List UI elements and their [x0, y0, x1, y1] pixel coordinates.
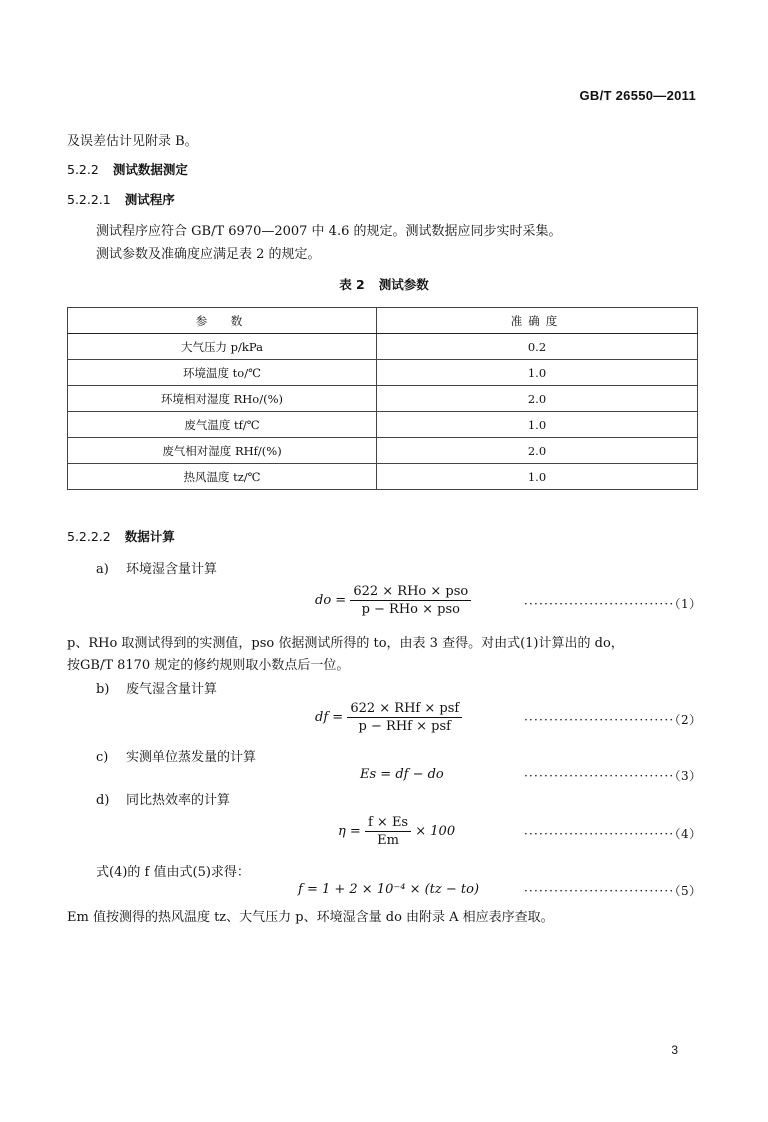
leader-dots: ······························ [524, 597, 675, 611]
page-number: 3 [671, 1043, 678, 1057]
section-5-2-2-heading [67, 160, 188, 178]
paragraph-e1-note-line-2: 按GB/T 8170 规定的修约规则取小数点后一位。 [67, 658, 350, 673]
item-label: a) [96, 562, 109, 577]
numerator: 622 × RHf × psf [347, 701, 462, 718]
cell-parameter: 环境温度 to/℃ [68, 360, 377, 386]
cell-parameter: 热风温度 tz/℃ [68, 464, 377, 490]
section-number: 5.2.2.1 [67, 192, 111, 207]
equation-1-number: ······························（1） [524, 597, 702, 611]
cell-accuracy: 0.2 [377, 334, 698, 360]
header-accuracy: 准确度 [377, 308, 698, 334]
table-row [68, 464, 698, 490]
paragraph-e1-note-line-1: p、RHo 取测试得到的实测值，pso 依据测试所得的 to，由表 3 查得。对由式(1)计算出的 do， [67, 636, 624, 651]
item-label: d) [96, 793, 110, 808]
list-item-a [96, 558, 217, 577]
item-text: 废气湿含量计算 [126, 682, 218, 697]
cell-accuracy: 2.0 [377, 438, 698, 464]
cell-parameter: 废气相对湿度 RHf/(%) [68, 438, 377, 464]
cell-accuracy: 1.0 [377, 464, 698, 490]
fraction [350, 584, 471, 617]
fraction [365, 815, 411, 848]
paragraph-before-e5: 式(4)的 f 值由式(5)求得： [96, 865, 250, 880]
section-title: 数据计算 [124, 529, 175, 544]
equation-2 [315, 701, 462, 734]
cell-parameter: 大气压力 p/kPa [68, 334, 377, 360]
cell-accuracy: 1.0 [377, 412, 698, 438]
section-5-2-2-2-heading [67, 527, 175, 545]
equation-4-number: ······························（4） [524, 827, 702, 841]
cell-accuracy: 1.0 [377, 360, 698, 386]
table-row [68, 412, 698, 438]
section-number: 5.2.2.2 [67, 529, 111, 544]
equation-lhs: do = [315, 593, 347, 608]
equation-lhs: df = [315, 710, 344, 725]
leader-dots: ······························ [524, 827, 675, 841]
equation-5: f = 1 + 2 × 10⁻⁴ × (tz − to) [298, 882, 480, 897]
item-label: b) [96, 682, 110, 697]
table-row [68, 334, 698, 360]
section-5-2-2-1-heading [67, 190, 175, 208]
numerator: f × Es [365, 815, 411, 832]
equation-2-number: ······························（2） [524, 713, 702, 727]
table-number: 表 2 [339, 277, 365, 292]
paragraph-procedure: 测试程序应符合 GB/T 6970—2007 中 4.6 的规定。测试数据应同步实时采集。 [96, 224, 562, 239]
cell-parameter: 废气温度 tf/℃ [68, 412, 377, 438]
denominator: p − RHo × pso [361, 602, 460, 617]
table-title: 测试参数 [378, 277, 429, 292]
equation-3: Es = df − do [360, 767, 444, 782]
header-parameter: 参 数 [68, 308, 377, 334]
leader-dots: ······························ [524, 769, 675, 783]
section-title: 测试程序 [124, 192, 175, 207]
section-number: 5.2.2 [67, 162, 99, 177]
list-item-d [96, 789, 230, 808]
table-row [68, 438, 698, 464]
list-item-c [96, 746, 256, 765]
item-text: 实测单位蒸发量的计算 [126, 750, 257, 765]
leader-dots: ······························ [524, 713, 675, 727]
fraction [347, 701, 462, 734]
table-row [68, 360, 698, 386]
equation-5-number: ······························（5） [524, 884, 702, 898]
equation-lhs: η = [338, 824, 361, 839]
denominator: Em [377, 833, 399, 848]
cell-accuracy: 2.0 [377, 386, 698, 412]
paragraph-parameters: 测试参数及准确度应满足表 2 的规定。 [96, 247, 321, 262]
standard-number: GB/T 26550—2011 [579, 88, 696, 103]
cell-parameter: 环境相对湿度 RHo/(%) [68, 386, 377, 412]
equation-4 [338, 815, 455, 848]
item-text: 同比热效率的计算 [126, 793, 231, 808]
intro-line: 及误差估计见附录 B。 [67, 134, 198, 149]
item-label: c) [96, 750, 109, 765]
equation-3-number: ······························（3） [524, 769, 702, 783]
parameters-table [67, 307, 698, 490]
table-caption [0, 275, 768, 293]
item-text: 环境湿含量计算 [126, 562, 218, 577]
paragraph-em-lookup: Em 值按测得的热风温度 tz、大气压力 p、环境湿含量 do 由附录 A 相应表序查取。 [67, 910, 554, 925]
leader-dots: ······························ [524, 884, 675, 898]
equation-rhs: × 100 [415, 824, 456, 839]
table-header-row [68, 308, 698, 334]
table-row [68, 386, 698, 412]
numerator: 622 × RHo × pso [350, 584, 471, 601]
list-item-b [96, 678, 217, 697]
denominator: p − RHf × psf [358, 719, 451, 734]
equation-1 [315, 584, 471, 617]
section-title: 测试数据测定 [112, 162, 188, 177]
